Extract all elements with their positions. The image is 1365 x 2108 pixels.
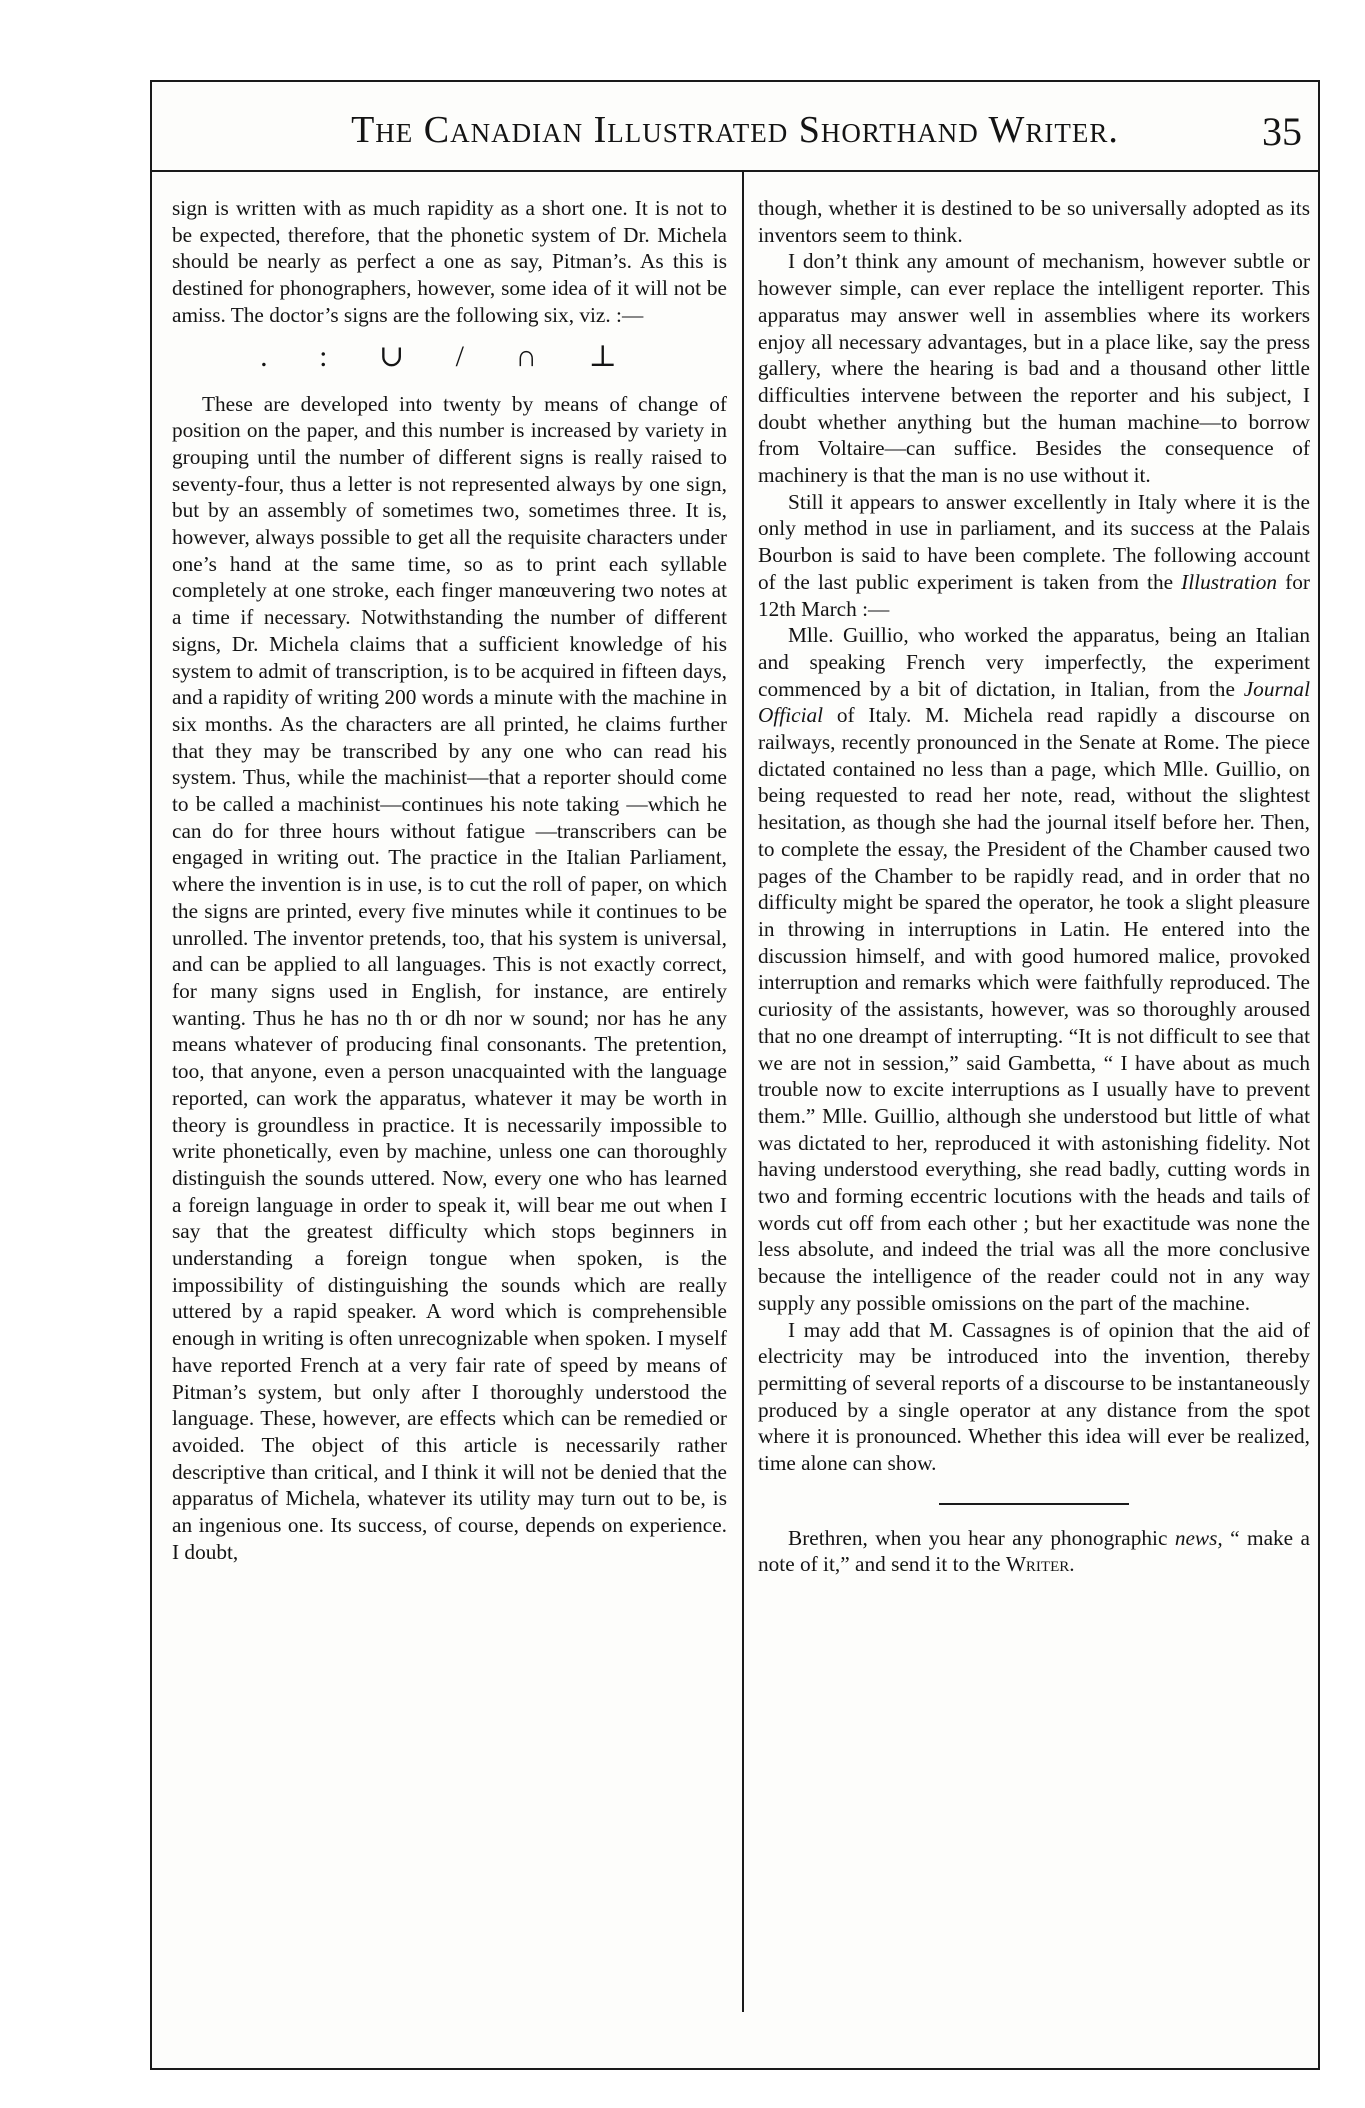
- shorthand-signs: . : ∪ / ∩ ⊥: [260, 339, 639, 373]
- paragraph-text: Mlle. Guillio, who worked the apparatus, being an Italian and speaking French very imperfectly, the experiment commenced by a bit of dictation, in Italian, from the: [758, 623, 1310, 701]
- paragraph-text: Still it appears to answer excellently in Italy where it is the only method in use in parliament, and its success at the Palais Bourbon is said to have been complete. The following account of the last public experiment is taken from the: [758, 489, 1310, 594]
- header-rule: [150, 170, 1320, 172]
- left-paragraph-1: sign is written with as much rapidity as a short one. It is not to be expected, therefore, that the phonetic system of Dr. Michela should be nearly as perfect a one as say, Pitman’s. As this is destined for phonographers, however, some idea of it will not be amiss. The doctor’s signs are the following six, viz. :—: [172, 196, 727, 327]
- separator-rule: [939, 1503, 1129, 1505]
- right-paragraph-1: though, whether it is destined to be so universally adopted as its inventors seem to think.: [758, 196, 1310, 247]
- italic-title: Illustration: [1181, 569, 1278, 594]
- left-column: [172, 195, 727, 2015]
- column-divider: [742, 172, 744, 2012]
- right-paragraph-5: I may add that M. Cassagnes is of opinion that the aid of electricity may be introduced into the invention, thereby permitting of several reports of a discourse to be instantaneously produced by a single operator at any distance from the spot where it is pronounced. Whether this idea will ever be realized, time alone can show.: [758, 1317, 1310, 1476]
- page-header: [150, 92, 1320, 162]
- paragraph-text: Brethren, when you hear any phonographic: [788, 1525, 1175, 1550]
- paragraph-text: of Italy. M. Michela read rapidly a discourse on railways, recently pronounced in the Senate at Rome. The piece dictated contained no less than a page, which Mlle. Guillio, on being requested to read her note, read, without the slightest hesitation, as though she had the journal itself before her. Then, to complete the essay, the President of the Chamber caused two pages of the Chamber to be rapidly read, and in order that no difficulty might be spared the operator, he took a slight pleasure in throwing in interruptions in Latin. He entered into the discussion himself, and with good humored malice, provoked interruption and remarks which were faithfully reproduced. The curiosity of the assistants, however, was so thoroughly aroused that no one dreampt of interrupting. “It is not difficult to see that we are not in session,” said Gambetta, “ I have about as much trouble now to excite interruptions as I usually have to prevent them.” Mlle. Guillio, although she understood but little of what was dictated to her, reproduced it with astonishing fidelity. Not having understood everything, she read badly, cutting words in two and forming eccentric locutions with the heads and tails of words cut off from each other ; but her exactitude was none the less absolute, and indeed the trial was all the more conclusive because the intelligence of the reader could not in any way supply any possible omissions on the part of the machine.: [758, 703, 1310, 1315]
- right-paragraph-2: I don’t think any amount of mechanism, however subtle or however simple, can ever replace the intelligent reporter. This apparatus may answer well in assemblies where its workers enjoy all necessary advantages, but in a place like, say the press gallery, where the hearing is bad and a thousand other little difficulties intervene between the reporter and his subject, I doubt whether anything but the human machine—to borrow from Voltaire—can suffice. Besides the consequence of machinery is that the man is no use without it.: [758, 249, 1310, 488]
- page-number: 35: [1262, 109, 1302, 154]
- paragraph-text: for 12th March :—: [758, 569, 1310, 621]
- right-paragraph-3: [758, 489, 1310, 623]
- right-paragraph-6: [758, 1525, 1310, 1578]
- paragraph-text: “ make a note of it,” and send it to the: [758, 1525, 1310, 1577]
- writer-smallcaps: Writer.: [1005, 1552, 1075, 1577]
- journal-title: The Canadian Illustrated Shorthand Writer.: [351, 109, 1119, 151]
- right-column: [758, 195, 1310, 2015]
- left-paragraph-2: These are developed into twenty by means of change of position on the paper, and this number is increased by variety in grouping until the number of different signs is really raised to seventy-four, thus a letter is not represented always by one sign, but by an assembly of sometimes two, sometimes three. It is, however, always possible to get all the requisite characters under one’s hand at the same time, so as to print each syllable completely at one stroke, each finger manœuvering two notes at a time if necessary. Notwithstanding the number of different signs, Dr. Michela claims that a sufficient knowledge of his system to admit of transcription, is to be acquired in fifteen days, and a rapidity of writing 200 words a minute with the machine in six months. As the characters are all printed, he claims further that they may be transcribed by any one who can read his system. Thus, while the machinist—that a reporter should come to be called a machinist—continues his note taking —which he can do for three hours without fatigue —transcribers can be engaged in writing out. The practice in the Italian Parliament, where the invention is in use, is to cut the roll of paper, on which the signs are printed, every five minutes while it continues to be unrolled. The inventor pretends, too, that his system is universal, and can be applied to all languages. This is not exactly correct, for many signs used in English, for instance, are entirely wanting. Thus he has no th or dh nor w sound; nor has he any means whatever of producing final consonants. The pretention, too, that anyone, even a person unacquainted with the language reported, can work the apparatus, whatever it may be worth in theory is groundless in practice. It is necessarily impossible to write phonetically, even by machine, unless one can thoroughly distinguish the sounds uttered. Now, every one who has learned a foreign language in order to speak it, will bear me out when I say that the greatest difficulty which stops beginners in understanding a foreign tongue when spoken, is the impossibility of distinguishing the sounds which are really uttered by a rapid speaker. A word which is comprehensible enough in writing is often unrecognizable when spoken. I myself have reported French at a very fair rate of speed by means of Pitman’s system, but only after I thoroughly understood the language. These, however, are effects which can be remedied or avoided. The object of this article is necessarily rather descriptive than critical, and I think it will not be denied that the apparatus of Michela, whatever its utility may turn out to be, is an ingenious one. Its success, of course, depends on experience. I doubt,: [172, 391, 727, 1564]
- right-paragraph-4: [758, 622, 1310, 1316]
- italic-title: Journal Official: [758, 676, 1310, 728]
- italic-word: news,: [1174, 1525, 1223, 1550]
